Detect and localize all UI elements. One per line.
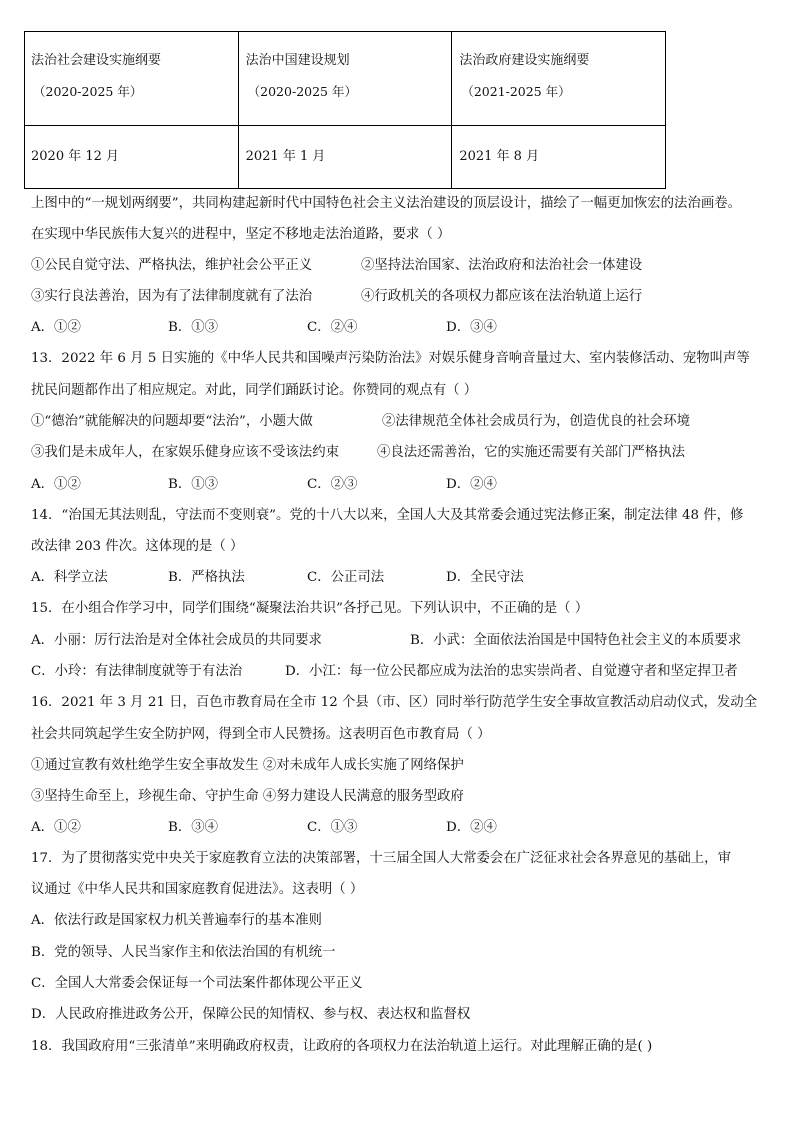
q17-option-b: B．党的领导、人民当家作主和依法治国的有机统一 [31, 945, 336, 960]
plan-date: 2021 年 1 月 [245, 149, 326, 164]
q12-stem: 上图中的“一规划两纲要”，共同构建起新时代中国特色社会主义法治建设的顶层设计，描绘了一幅更加恢宏的法治画卷。 [31, 196, 741, 211]
table-row [25, 32, 666, 126]
q13-statement: ②法律规范全体社会成员行为，创造优良的社会环境 [382, 414, 690, 429]
q12-option-d: D．③④ [446, 320, 497, 335]
q16-option-a: A．①② [31, 820, 81, 835]
q14-stem: 14．“治国无其法则乱，守法而不变则衰”。党的十八大以来，全国人大及其常委会通过宪法修正案，制定法律 48 件，修 [31, 508, 744, 523]
table-row [25, 126, 666, 189]
q13-statement: ①“德治”就能解决的问题却要“法治”，小题大做 [31, 414, 313, 429]
q12-stem: 在实现中华民族伟大复兴的进程中，坚定不移地走法治道路，要求（ ） [31, 227, 451, 242]
table-cell [452, 32, 666, 126]
q16-option-b: B．③④ [168, 820, 219, 835]
table-cell [238, 126, 452, 189]
plan-date: 2021 年 8 月 [459, 149, 540, 164]
q16-statement: ①通过宣教有效杜绝学生安全事故发生 ②对未成年人成长实施了网络保护 [31, 758, 464, 773]
table-cell [25, 126, 239, 189]
q13-option-b: B．①③ [168, 477, 219, 492]
plan-date: 2020 年 12 月 [31, 149, 120, 164]
q13-stem: 13．2022 年 6 月 5 日实施的《中华人民共和国噪声污染防治法》对娱乐健身音响音量过大、室内装修活动、宠物叫声等 [31, 351, 750, 366]
q14-option-d: D．全民守法 [446, 570, 524, 585]
q17-option-c: C．全国人大常委会保证每一个司法案件都体现公平正义 [31, 976, 363, 991]
q13-option-c: C．②③ [307, 477, 358, 492]
plan-name: 法治中国建设规划 [245, 53, 350, 68]
plan-name: 法治社会建设实施纲要 [31, 53, 162, 68]
q17-option-d: D．人民政府推进政务公开，保障公民的知情权、参与权、表达权和监督权 [31, 1007, 471, 1022]
q14-option-c: C．公正司法 [307, 570, 385, 585]
table-cell [452, 126, 666, 189]
q12-statement: ③实行良法善治，因为有了法律制度就有了法治 [31, 289, 313, 304]
q15-option-d: D．小江：每一位公民都应成为法治的忠实崇尚者、自觉遵守者和坚定捍卫者 [285, 664, 738, 679]
plan-name: 法治政府建设实施纲要 [459, 53, 590, 68]
q13-stem: 扰民问题都作出了相应规定。对此，同学们踊跃讨论。你赞同的观点有（ ） [31, 383, 478, 398]
q12-option-a: A．①② [31, 320, 81, 335]
q17-option-a: A．依法行政是国家权力机关普遍奉行的基本准则 [31, 913, 322, 928]
q16-stem: 16．2021 年 3 月 21 日，百色市教育局在全市 12 个县（市、区）同时举行防范学生安全事故宣教活动启动仪式，发动全 [31, 695, 758, 710]
q17-stem: 议通过《中华人民共和国家庭教育促进法》。这表明（ ） [31, 882, 364, 897]
q12-option-b: B．①③ [168, 320, 219, 335]
q15-option-b: B．小武：全面依法治国是中国特色社会主义的本质要求 [410, 633, 742, 648]
q18-stem: 18．我国政府用“三张清单”来明确政府权责，让政府的各项权力在法治轨道上运行。对此理解正确的是( ) [31, 1039, 653, 1054]
q12-option-c: C．②④ [307, 320, 358, 335]
q13-option-d: D．②④ [446, 477, 497, 492]
q13-statement: ④良法还需善治，它的实施还需要有关部门严格执法 [377, 445, 685, 460]
plan-years: （2020-2025 年） [33, 84, 143, 99]
q16-option-c: C．①③ [307, 820, 358, 835]
q15-option-c: C．小玲：有法律制度就等于有法治 [31, 664, 243, 679]
q12-statement: ④行政机关的各项权力都应该在法治轨道上运行 [361, 289, 643, 304]
q12-statement: ①公民自觉守法、严格执法，维护社会公平正义 [31, 258, 313, 273]
q14-option-b: B．严格执法 [168, 570, 245, 585]
q16-statement: ③坚持生命至上，珍视生命、守护生命 ④努力建设人民满意的服务型政府 [31, 789, 464, 804]
q13-option-a: A．①② [31, 477, 81, 492]
table-cell [25, 32, 239, 126]
q16-stem: 社会共同筑起学生安全防护网，得到全市人民赞扬。这表明百色市教育局（ ） [31, 727, 491, 742]
q12-statement: ②坚持法治国家、法治政府和法治社会一体建设 [361, 258, 643, 273]
q14-option-a: A．科学立法 [31, 570, 108, 585]
plan-table [24, 31, 666, 189]
q14-stem: 改法律 203 件次。这体现的是（ ） [31, 539, 244, 554]
q13-statement: ③我们是未成年人，在家娱乐健身应该不受该法约束 [31, 445, 339, 460]
plan-years: （2021-2025 年） [461, 84, 571, 99]
q16-option-d: D．②④ [446, 820, 497, 835]
plan-years: （2020-2025 年） [247, 84, 357, 99]
q15-option-a: A．小丽：厉行法治是对全体社会成员的共同要求 [31, 633, 322, 648]
q15-stem: 15．在小组合作学习中，同学们围绕“凝聚法治共识”各抒己见。下列认识中，不正确的是（ ） [31, 601, 589, 616]
q17-stem: 17．为了贯彻落实党中央关于家庭教育立法的决策部署，十三届全国人大常委会在广泛征求社会各界意见的基础上，审 [31, 851, 731, 866]
table-cell [238, 32, 452, 126]
